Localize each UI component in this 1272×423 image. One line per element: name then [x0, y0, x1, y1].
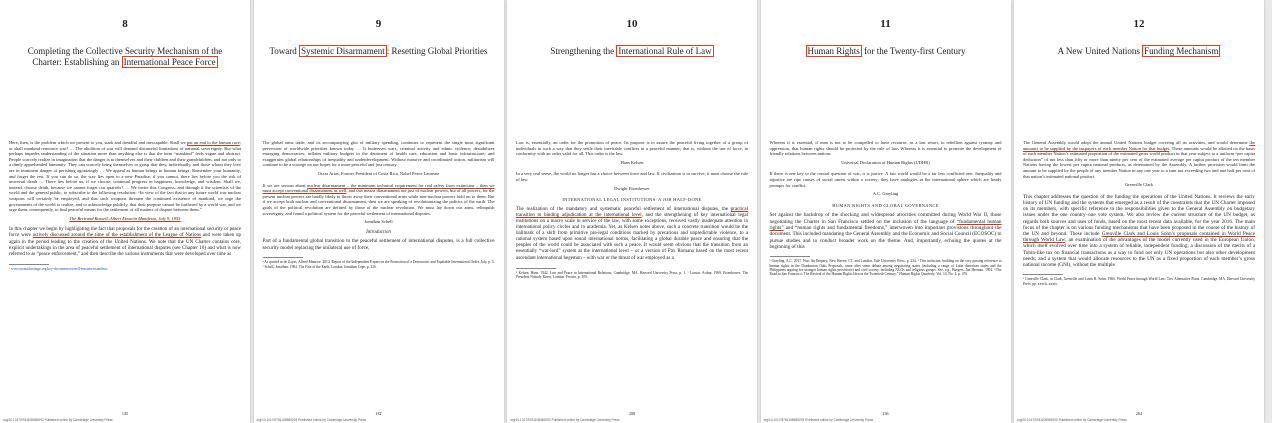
- epigraph: [1023, 140, 1255, 179]
- body-paragraph: [770, 212, 1002, 250]
- body-paragraph: Part of a fundamental global transition to the peaceful settlement of international disputes, is a full collective security model replacing the unilateral use of force,: [262, 238, 495, 251]
- epigraph-text: If we are serious about: [262, 182, 306, 188]
- section-heading: Introduction: [366, 229, 391, 235]
- paragraph-text: This chapter addresses the question of the funding the operations of the United Nations. It reviews the early history of UN funding and the systems that emerged as a result of the constraints that the UN Charter imposed on its members, with specific reference to the responsibilities given to the General Assembly on budgetary issues under the one country–one vote system. We also review the current structure of the UN budget, as regards both sources and uses of funds, based on the most recent data available, for the year 2016. The main focus of the chapter is on various funding mechanisms that have been proposed in the course of the history of the UN and beyond. These include: [1023, 193, 1255, 237]
- footnotes: ¹ As quoted in de Zayas, Alfred-Maurice. 2014. Report of the Independent Expert on the Promotion of a Democratic and Equitable International Order, July, p. 3. ² Schell, Jonathan. 1982. The Fate of the Earth, London, Jonathan Cape, p. 226.: [262, 260, 495, 269]
- chapter-number: 9: [375, 18, 382, 30]
- chapter-number: 11: [880, 18, 891, 30]
- footnote-rule: [263, 257, 303, 258]
- epigraph-attribution: Hans Kelsen: [620, 159, 644, 165]
- page-12: [1014, 0, 1264, 423]
- paragraph-text-cont: and were taken up again in the period leading to the creation of the United Nations. We note that the UN Charter contains core, explicit undertakings in the area of peaceful settlement of international disputes (see Chapter 10) and what is now referred to as “peace enforcement,” and then describe the various instruments that were developed over time as: [9, 233, 241, 257]
- chapter-number: 12: [1133, 18, 1145, 30]
- footnotes: ¹ Grayling, A.C. 2017. War: An Enquiry, New Haven, CT, and London, Yale University Press, p. 234. ² This inclusion, building on the very passing reference to human rights in the Dumbarton Oaks Proposals, came after some debate among negotiating states (including a range of Latin American states and the Philippines arguing for stronger human rights provisions) and civil society, including NGOs and religious groups. See, e.g., Burgers, Jan Herman. 1992. “The Road to San Francisco: The Revival of the Human Rights Idea in the Twentieth Century.” Human Rights Quarterly, Vol. 14, No. 4, p. 476.: [769, 259, 1002, 277]
- footnote-link[interactable]: ¹ www.atomicheritage.org/key-documents/russell-einstein-manifesto.: [9, 266, 109, 271]
- chapter-title: [254, 46, 504, 80]
- page-body: [0, 140, 250, 271]
- page-8: [0, 0, 250, 423]
- page-number-footer: 236: [882, 411, 889, 416]
- source-line: org/10.1017/9781108569293 Published online by Cambridge University Press: [3, 418, 113, 422]
- page-number-footer: 145: [121, 411, 129, 416]
- epigraph-2: If there is one key to the central question of war, it is justice. A fair world would be a far less conflicted one. Inequality and injustice are ripe causes of social unrest within a society; they have analogies in the international sphere which are heady prompts for conflict.: [769, 171, 1002, 188]
- body-paragraph: [516, 207, 748, 262]
- chapter-title: [0, 46, 250, 80]
- epigraph-2: [263, 183, 495, 217]
- paragraph-text: The realization of the mandatory and systematic peaceful settlement of international disputes, the: [516, 206, 729, 212]
- epigraph: [9, 140, 241, 213]
- paragraph-text: Set against the backdrop of the shocking and widespread atrocities committed during World War II, those negotiating the Charter in San Francisco settled on the inclusion of the language of: [769, 212, 1002, 225]
- underlined-phrase: put an end to the human race: [186, 140, 240, 145]
- footnote-rule: [1023, 274, 1063, 275]
- title-highlight-box: Human Rights: [807, 46, 860, 56]
- title-text: Completing the Collective Security Mechanism of the Charter: Establishing an: [27, 46, 223, 67]
- underlined-phrase: actively discussed around the time of the establishment of the League of Nations: [32, 233, 201, 239]
- epigraph: Whereas it is essential, if man is not to be compelled to have recourse, as a last resort, to rebellion against tyranny and oppression, that human rights should be protected by the rule of law, Whereas it is essential to promote the development of friendly relations between nations: [769, 140, 1002, 157]
- page-body: [254, 140, 504, 269]
- section-heading: HUMAN RIGHTS AND GLOBAL GOVERNANCE: [832, 202, 939, 208]
- page-number-footer: 182: [375, 411, 382, 416]
- source-line: org/10.1017/9781108569293 Published online by Cambridge University Press: [510, 418, 620, 422]
- section-heading: INTERNATIONAL LEGAL INSTITUTIONS: A JOB HALF-DONE: [562, 197, 702, 203]
- page-9: [254, 0, 504, 423]
- page-body: [507, 140, 757, 279]
- epigraph-text-cont: , and this means diasrmament not just of nuclear powers, but of all powers, for the present nuclear powers are hardly likely to throw away their conventional arms while non-nuclear powers hold on to them. But if we accept both nuclear and conventional disarmament, then we are speaking of revolutionizing the politics of the earth. The goals of the political revolution are defined by those of the nuclear revolution. We must lay down our arms, relinquish sovereignty, and found a political system for the peaceful settlement of international disputes.: [262, 188, 495, 216]
- epigraph-text: The General Assembly would adopt the annual United Nations budget covering all its activities, and would determine: [1023, 140, 1248, 145]
- page-10: [507, 0, 757, 423]
- epigraph-text-cont: . These amounts would be allotted on the basis of each member Nation’s estimated proportion of the estimated gross world product in that year subject to a uniform “per capita deduction” of not less than fifty or more than ninety per cent of the estimated average per capita product of the ten member Nations having the lowest per capita national products, as determined by the Assembly. A further provision would limit the amount to be supplied by the people of any member Nation in any one year to a sum not exceeding two and one half per cent of that nation’s estimated national product.: [1023, 145, 1255, 179]
- title-highlight-box: Funding Mechanism: [1144, 46, 1219, 56]
- underlined-phrase: nuclear disarmament – the minimum technical requirement for real safety from extinction – then we must accept conventional disarmament as well: [262, 182, 495, 194]
- epigraph-attribution: The Bertrand Russell–Albert Einstein Manifesto, July 9, 1955: [69, 215, 181, 221]
- title-highlight-box: International Peace Force: [123, 57, 216, 67]
- title-text-after: : Resetting Global Priorities: [386, 46, 488, 56]
- epigraph-attribution-2: Jonathan Schell: [364, 219, 393, 225]
- underlined-phrase: “fundamental human rights”: [769, 218, 1002, 231]
- epigraph-2: In a very real sense, the world no longer has a choice between force and law. If civilization is to survive, it must choose the rule of law.: [516, 171, 748, 182]
- underlined-phrase: the amounts to be supplied by the taxpayers of each member Nation for that budget: [1023, 140, 1255, 151]
- paragraph-text-cont: , and the strengthening of key international legal institutions on a macro scale in service of the law, with some exceptions, received vastly inadequate attention in international policy circles and in academia. Yet, as Kelsen notes above, such a concrete transition would be the hallmark of a shift from primitive pre-legal conditions marked by precarious and unpredictable violence, to a rational system based upon sound international norms, facilitating a global durable peace and ensuring that the peoples of the world could be associated with such a peace. It would seem obvious that the transition from an essentially “war-lord” system at the international level – or a version of Pax Romana based on the most recent ascendant international hegemon – with war or the threat of war employed as a: [516, 212, 748, 261]
- epigraph-attribution: Grenville Clark: [1124, 182, 1154, 188]
- epigraph: Law is, essentially, an order for the promotion of peace. Its purpose is to assure the peaceful living together of a group of individuals in such a way that they settle their inevitable conflicts in a peaceful manner; that is, without the use of force, in conformity with an order valid for all. This order is the law.: [516, 140, 748, 157]
- source-line: org/10.1017/9781108569293 Published online by Cambridge University Press: [256, 418, 367, 422]
- footnote-rule: [9, 264, 49, 265]
- footnotes: ¹ Grenville Clark, in Clark, Grenville and Louis B. Sohn. 1966. World Peace through World Law: Two Alternative Plans. Cambridge, MA, Harvard University Press, pp. xxxvii–xxxix.: [1023, 277, 1255, 286]
- chapter-title: [1014, 46, 1264, 80]
- paragraph-text-cont: ; an examination of the advantages of the model currently used in the European Union, which itself evolved over time into a system of reliable, independent funding; a discussion of the merits of a Tobin-like tax on financial transactions as a way to fund not only UN operations but also other development needs; and a system that would allocate resources to the UN as a fixed proportion of each member’s gross national income (GNI), without the multiple: [1023, 237, 1255, 268]
- epigraph-text: Here, then, is the problem which we present to you, stark and dreadful and inescapable: Shall we: [9, 140, 186, 145]
- title-text: Toward: [269, 46, 297, 56]
- title-highlight-box: Systemic Disarmament: [301, 46, 385, 56]
- footnote-rule: [770, 256, 810, 257]
- page-body: [1014, 140, 1264, 286]
- page-number-footer: 208: [628, 411, 636, 416]
- epigraph: The global arms trade, and its accompanying glut of military spending, continues to represent the single most significant perversion of worldwide priorities known today … It buttresses wars, criminal activity and ethnic violence; destabilizes emerging democracies; inflates military budgets to the detriment of health care, education and basic infrastructure; and exaggerates global relationships of inequality and underdevelopment. Without massive and coordinated action, militarism will continue to be a scourge on our hopes for a more peaceful and just century.: [262, 140, 495, 168]
- footnotes: ¹ Kelsen, Hans. 1942. Law and Peace in International Relations, Cambridge, MA, Harvard University Press, p. 1. ² Larson, Arthur. 1969. Eisenhower: The President Nobody Knew, London, Frewin, p. 109.: [516, 270, 748, 279]
- title-text: A New United Nations: [1057, 46, 1140, 56]
- chapter-title: [507, 46, 757, 80]
- chapter-number: 8: [122, 18, 128, 30]
- page-number-footer: 264: [1135, 411, 1143, 416]
- epigraph-attribution-2: Dwight Eisenhower: [614, 185, 650, 191]
- chapter-number: 10: [626, 18, 638, 30]
- paragraph-text-cont: and “human rights and fundamental freedoms,” interwoven into important provisions throughout the document. This included mandating the General Assembly and the Economic and Social Council (ECOSOC) to pursue studies and to conduct broader work on the theme. And, importantly, echoing the quotes at the beginning of this: [769, 224, 1002, 250]
- title-text: Strengthening the: [550, 46, 615, 56]
- underlined-phrase: practical transition to binding adjudication at the international level: [516, 206, 749, 218]
- page-body: [761, 140, 1011, 277]
- epigraph-attribution-2: A.C. Grayling: [872, 191, 899, 197]
- title-highlight-box: International Rule of Law: [618, 46, 712, 56]
- body-paragraph: [1023, 194, 1255, 268]
- footnote-rule: [516, 268, 556, 269]
- epigraph-text-cont: ; or shall mankind renounce war? … The abolition of war will demand distasteful limitations of national sovereignty. But what perhaps impedes understanding of the situation more than anything else is that the term “mankind” feels vague and abstract. People scarcely realize in imagination that the danger is to themselves and their children and their grandchildren, and not only to a dimly apprehended humanity. They can scarcely bring themselves to grasp that they, individually, and those whom they love are in imminent danger of perishing agonizingly … We appeal as human beings to human beings: Remember your humanity, and forget the rest. If you can do so, the way lies open to a new Paradise; if you cannot, there lies before you the risk of universal death … There lies before us, if we choose, continual progress in happiness, knowledge, and wisdom. Shall we, instead, choose death, because we cannot forget our quarrels? … We invite this Congress, and through it the scientists of the world and the general public, to subscribe to the following resolution: “In view of the fact that in any future world war nuclear weapons will certainly be employed, and that such weapons threaten the continued existence of mankind, we urge the governments of the world to realize, and to acknowledge publicly, that their purpose cannot be furthered by a world war, and we urge them, consequently, to find peaceful means for the settlement of all matters of dispute between them.”: [9, 140, 242, 213]
- chapter-title: [761, 46, 1011, 80]
- title-text-after: for the Twenty-first Century: [864, 46, 966, 56]
- body-paragraph: [9, 227, 241, 257]
- paragraph-text: In this chapter we begin by highlighting the fact that proposals for the creation of an international security or peace force were: [9, 227, 241, 239]
- epigraph-attribution: Universal Declaration of Human Rights (UDHR): [841, 159, 930, 165]
- underlined-phrase: Grenville Clark and Louis Sohn’s proposals contained in World Peace through World Law: [1023, 230, 1256, 244]
- source-line: org/10.1017/9781108569293 Published online by Cambridge University Press: [1017, 418, 1127, 422]
- epigraph-attribution: Oscar Arias, Former President of Costa Rica, Nobel Peace Laureate: [317, 170, 440, 176]
- page-11: [761, 0, 1011, 423]
- source-line: org/10.1017/9781108569293 Published online by Cambridge University Press: [763, 418, 874, 422]
